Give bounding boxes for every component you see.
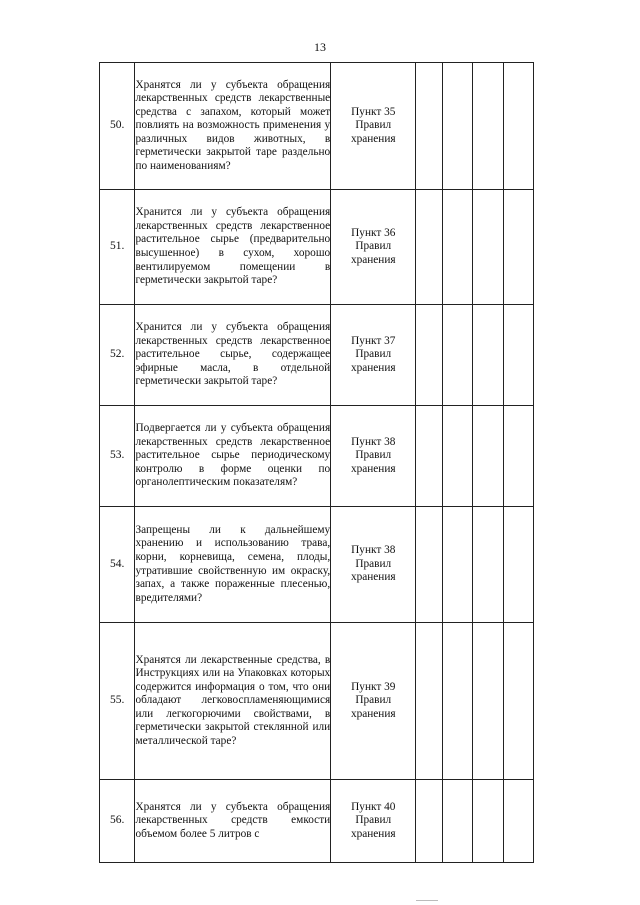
- row-number: 51.: [100, 190, 135, 305]
- ref-rules: Правил: [355, 694, 392, 707]
- ref-storage: хранения: [350, 571, 396, 584]
- question-text: Хранятся ли у субъекта обращения лекарственных средств емкости объемом более 5 литров с: [135, 780, 331, 863]
- ref-rules: Правил: [355, 814, 392, 827]
- ref-point: Пункт 40: [351, 800, 396, 813]
- answer-cell[interactable]: [503, 63, 533, 190]
- answer-cell[interactable]: [473, 780, 503, 863]
- table-row: [100, 63, 534, 190]
- ref-storage: хранения: [350, 361, 396, 374]
- question-text: Запрещены ли к дальнейшему хранению и использованию трава, корни, корневища, семена, плоды, утратившие свойственную им окраску, запах, а также пораженные плесенью, вредителями?: [135, 507, 331, 623]
- answer-cell[interactable]: [503, 406, 533, 507]
- ref-storage: хранения: [350, 253, 396, 266]
- ref-storage: хранения: [350, 827, 396, 840]
- requirement-reference: [331, 780, 416, 863]
- question-text: Хранятся ли лекарственные средства, в Инструкциях или на Упаковках которых содержится информация о том, что они обладают легковоспламеняющимися или легкогорючими свойствами, в герметически закрытой стеклянной или металлической таре?: [135, 623, 331, 780]
- answer-cell[interactable]: [416, 63, 442, 190]
- requirement-reference: [331, 305, 416, 406]
- scan-artifact: [416, 900, 438, 901]
- checklist-table: [99, 62, 534, 863]
- ref-rules: Правил: [355, 119, 392, 132]
- answer-cell[interactable]: [416, 406, 442, 507]
- answer-cell[interactable]: [442, 406, 472, 507]
- answer-cell[interactable]: [442, 507, 472, 623]
- table-row: [100, 507, 534, 623]
- page-number: 13: [314, 40, 326, 54]
- answer-cell[interactable]: [473, 190, 503, 305]
- ref-storage: хранения: [350, 462, 396, 475]
- table-row: [100, 190, 534, 305]
- answer-cell[interactable]: [442, 623, 472, 780]
- answer-cell[interactable]: [416, 623, 442, 780]
- row-number: 56.: [100, 780, 135, 863]
- ref-storage: хранения: [350, 132, 396, 145]
- question-text: Хранятся ли у субъекта обращения лекарственных средств лекарственные средства с запахом, который может повлиять на возможность применения у различных видов животных, в герметически закрытой таре раздельно по наименованиям?: [135, 63, 331, 190]
- requirement-reference: [331, 190, 416, 305]
- ref-rules: Правил: [355, 557, 392, 570]
- answer-cell[interactable]: [473, 623, 503, 780]
- answer-cell[interactable]: [503, 780, 533, 863]
- ref-point: Пункт 36: [351, 226, 396, 239]
- ref-point: Пункт 39: [351, 680, 396, 693]
- question-text: Хранится ли у субъекта обращения лекарственных средств лекарственное растительное сырье (предварительно высушенное) в сухом, хорошо вентилируемом помещении в герметически закрытой таре?: [135, 190, 331, 305]
- table-row: [100, 305, 534, 406]
- answer-cell[interactable]: [416, 305, 442, 406]
- table-row: [100, 780, 534, 863]
- row-number: 52.: [100, 305, 135, 406]
- requirement-reference: [331, 623, 416, 780]
- answer-cell[interactable]: [416, 507, 442, 623]
- table-row: [100, 406, 534, 507]
- ref-rules: Правил: [355, 449, 392, 462]
- ref-rules: Правил: [355, 348, 392, 361]
- row-number: 53.: [100, 406, 135, 507]
- answer-cell[interactable]: [442, 190, 472, 305]
- requirement-reference: [331, 63, 416, 190]
- answer-cell[interactable]: [473, 63, 503, 190]
- ref-point: Пункт 35: [351, 105, 396, 118]
- row-number: 50.: [100, 63, 135, 190]
- row-number: 54.: [100, 507, 135, 623]
- requirement-reference: [331, 507, 416, 623]
- answer-cell[interactable]: [473, 507, 503, 623]
- ref-point: Пункт 37: [351, 334, 396, 347]
- answer-cell[interactable]: [473, 406, 503, 507]
- ref-rules: Правил: [355, 240, 392, 253]
- row-number: 55.: [100, 623, 135, 780]
- answer-cell[interactable]: [442, 63, 472, 190]
- question-text: Подвергается ли у субъекта обращения лекарственных средств лекарственное растительное сырье периодическому контролю в форме оценки по органолептическим показателям?: [135, 406, 331, 507]
- answer-cell[interactable]: [442, 780, 472, 863]
- answer-cell[interactable]: [442, 305, 472, 406]
- ref-point: Пункт 38: [351, 435, 396, 448]
- answer-cell[interactable]: [416, 780, 442, 863]
- requirement-reference: [331, 406, 416, 507]
- answer-cell[interactable]: [473, 305, 503, 406]
- answer-cell[interactable]: [503, 623, 533, 780]
- ref-storage: хранения: [350, 707, 396, 720]
- ref-point: Пункт 38: [351, 544, 396, 557]
- answer-cell[interactable]: [416, 190, 442, 305]
- answer-cell[interactable]: [503, 305, 533, 406]
- question-text: Хранится ли у субъекта обращения лекарственных средств лекарственное растительное сырье, содержащее эфирные масла, в отдельной герметически закрытой таре?: [135, 305, 331, 406]
- table-row: [100, 623, 534, 780]
- answer-cell[interactable]: [503, 507, 533, 623]
- answer-cell[interactable]: [503, 190, 533, 305]
